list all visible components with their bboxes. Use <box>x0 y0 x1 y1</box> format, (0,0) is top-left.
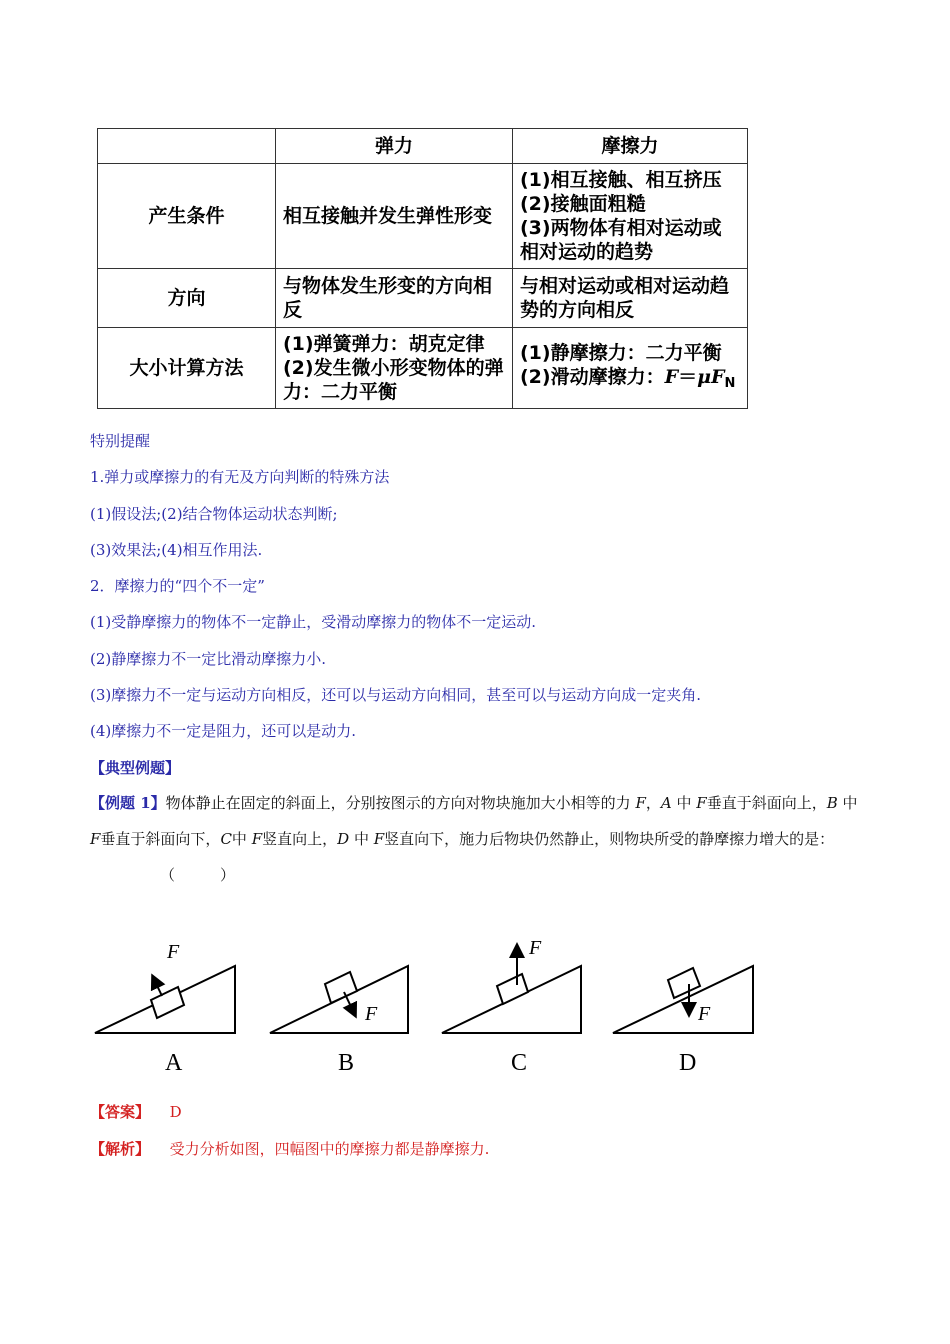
note-item: (1)受静摩擦力的物体不一定静止，受滑动摩擦力的物体不一定运动. <box>90 613 537 631</box>
comparison-table <box>97 128 748 409</box>
q-text: 垂直于斜面向上， <box>706 794 827 812</box>
force-arrow-a <box>153 977 162 996</box>
table-header-friction: 摩擦力 <box>513 129 748 164</box>
force-label-c: F <box>529 937 542 959</box>
figure-label-b: B <box>338 1050 355 1076</box>
q-var: F <box>90 830 101 848</box>
note-item: (4)摩擦力不一定是阻力，还可以是动力. <box>90 722 357 740</box>
figure-label-a: A <box>165 1050 183 1076</box>
table-row <box>98 269 748 328</box>
note-item: 2．摩擦力的“四个不一定” <box>90 577 265 595</box>
row-label-condition: 产生条件 <box>98 164 276 269</box>
row-label-direction: 方向 <box>98 269 276 328</box>
answer-value: D <box>169 1103 182 1121</box>
table-header-elastic: 弹力 <box>276 129 513 164</box>
q-var: F <box>373 830 385 848</box>
q-text: 物体静止在固定的斜面上，分别按图示的方向对物块施加大小相等的力 <box>165 794 636 812</box>
force-label-d: F <box>698 1003 711 1025</box>
cell-line: (1)弹簧弹力：胡克定律 <box>283 333 485 355</box>
analysis-label: 【解析】 <box>90 1140 151 1158</box>
incline-figures <box>85 930 765 1080</box>
note-item: (3)摩擦力不一定与运动方向相反，还可以与运动方向相同，甚至可以与运动方向成一定夹角. <box>90 686 702 704</box>
q-var: F <box>696 794 707 812</box>
q-var: D <box>337 830 350 848</box>
q-text: 中 <box>349 830 374 848</box>
formula-subscript: N <box>724 375 736 391</box>
q-text: 中 <box>671 794 697 812</box>
formula-equals: ＝ <box>678 365 698 388</box>
notes-title: 特别提醒 <box>90 432 151 450</box>
figure-a <box>95 941 235 1076</box>
cell-friction-magnitude <box>513 328 748 409</box>
answer-line <box>90 1101 182 1122</box>
q-text: 竖直向下，施力后物块仍然静止，则物块所受的静摩擦力增大的是： <box>384 830 835 848</box>
analysis-line <box>90 1138 489 1159</box>
q-text: ， <box>645 794 661 812</box>
table-header-row <box>98 129 748 164</box>
cell-elastic-condition: 相互接触并发生弹性形变 <box>276 164 513 269</box>
block-c <box>497 974 528 1004</box>
example-question <box>90 785 870 893</box>
table-row <box>98 328 748 409</box>
cell-line: (1)静摩擦力：二力平衡 <box>520 341 722 364</box>
answer-blank: （ ） <box>160 866 236 884</box>
row-label-magnitude: 大小计算方法 <box>98 328 276 409</box>
note-item: (3)效果法;(4)相互作用法. <box>90 541 263 559</box>
q-text: 中 <box>231 830 252 848</box>
cell-line: (2)发生微小形变物体的弹力：二力平衡 <box>283 357 504 403</box>
note-item: 1.弹力或摩擦力的有无及方向判断的特殊方法 <box>90 468 390 486</box>
cell-text: (2)滑动摩擦力： <box>520 365 665 388</box>
cell-line: (1)相互接触、相互挤压 <box>520 169 722 191</box>
note-item: (1)假设法;(2)结合物体运动状态判断; <box>90 505 338 523</box>
section-heading: 【典型例题】 <box>90 759 181 777</box>
block-b <box>325 972 357 1003</box>
answer-label: 【答案】 <box>90 1103 151 1121</box>
cell-elastic-direction: 与物体发生形变的方向相反 <box>276 269 513 328</box>
formula-force: F <box>664 365 679 388</box>
q-var: A <box>660 794 672 812</box>
cell-line: (3)两物体有相对运动或相对运动的趋势 <box>520 217 722 263</box>
cell-line: (2)接触面粗糙 <box>520 193 646 215</box>
q-var: F <box>635 794 646 812</box>
q-text: 竖直向上， <box>262 830 338 848</box>
figure-c <box>442 937 581 1076</box>
figure-d <box>613 966 753 1076</box>
cell-elastic-magnitude <box>276 328 513 409</box>
cell-friction-condition <box>513 164 748 269</box>
figure-b <box>270 966 408 1076</box>
table-row <box>98 164 748 269</box>
force-label-b: F <box>365 1003 378 1025</box>
formula-mu-fn: μF <box>697 365 725 388</box>
figure-label-c: C <box>511 1050 528 1076</box>
example-label: 【例题 1】 <box>90 794 166 812</box>
q-text: 中 <box>837 794 858 812</box>
q-var: F <box>251 830 263 848</box>
figure-label-d: D <box>679 1050 697 1076</box>
force-label-a: F <box>167 941 180 963</box>
block-a <box>151 987 184 1018</box>
table-header-empty <box>98 129 276 164</box>
analysis-text: 受力分析如图，四幅图中的摩擦力都是静摩擦力. <box>169 1140 490 1158</box>
note-item: (2)静摩擦力不一定比滑动摩擦力小. <box>90 650 327 668</box>
q-var: B <box>826 794 838 812</box>
q-text: 垂直于斜面向下， <box>100 830 221 848</box>
q-var: C <box>220 830 232 848</box>
cell-friction-direction: 与相对运动或相对运动趋势的方向相反 <box>513 269 748 328</box>
cell-line <box>520 365 740 396</box>
